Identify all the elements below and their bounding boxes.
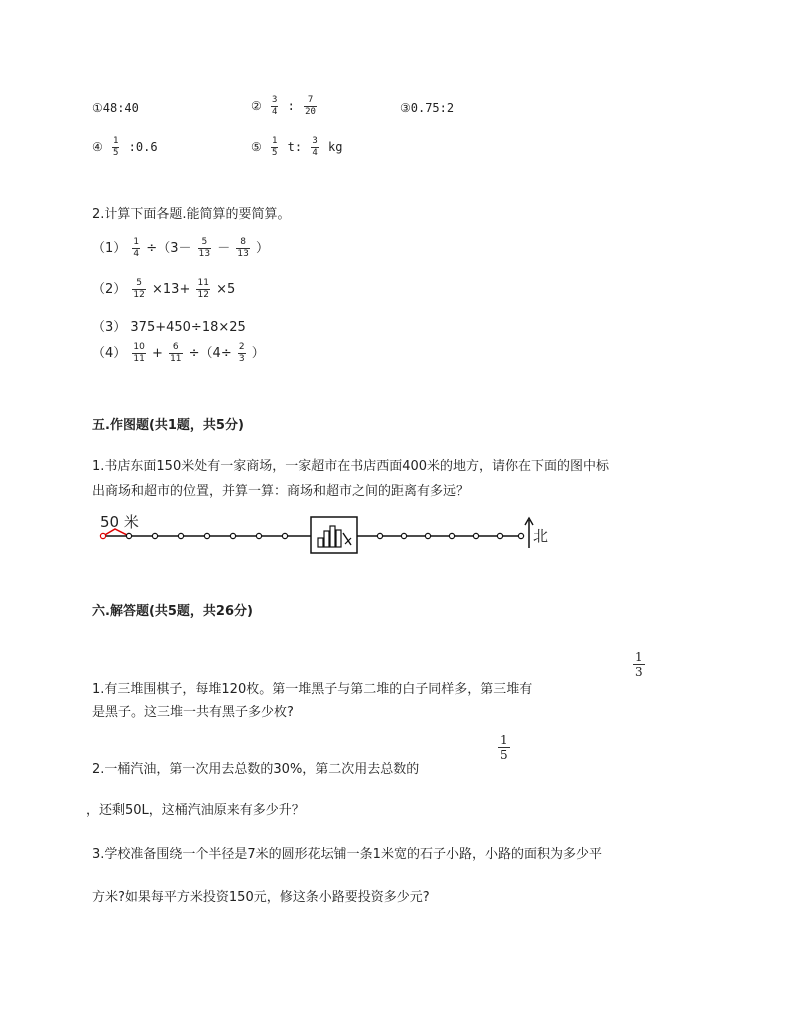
s6-q2-line2: ，还剩50L，这桶汽油原来有多少升？: [86, 803, 305, 818]
point: [178, 533, 183, 538]
ratio-4: ④ $\frac{1}{5}$ :0.6: [92, 136, 158, 158]
bookstore-icon: [311, 517, 357, 553]
point-0: [100, 533, 105, 538]
fraction: $\frac{3}{4}$: [272, 95, 278, 117]
fraction: $\frac{1}{5}$: [272, 136, 278, 158]
point: [497, 533, 502, 538]
point: [152, 533, 157, 538]
fraction-one-fifth: $\frac{1}{5}$: [500, 733, 508, 762]
ratio-1: ①48:40: [92, 101, 139, 115]
section-5-heading: 五.作图题(共1题，共5分): [92, 418, 244, 433]
point: [377, 533, 382, 538]
point: [473, 533, 478, 538]
point: [230, 533, 235, 538]
point: [126, 533, 131, 538]
s6-q3-line2: 方米?如果每平方米投资150元，修这条小路要投资多少元?: [92, 890, 430, 905]
calc-item-1: （1） $\frac{1}{4}$ ÷（3－ $\frac{5}{13}$ － $\frac{8}{13}$ ）: [92, 237, 269, 259]
fraction-one-third: $\frac{1}{3}$: [635, 650, 643, 679]
point: [256, 533, 261, 538]
point: [401, 533, 406, 538]
calc-item-2: （2） $\frac{5}{12}$ ×13+ $\frac{11}{12}$ ×5: [92, 278, 236, 300]
s6-q1-line2: 是黑子。这三堆一共有黑子多少枚?: [92, 705, 294, 720]
ratio-5: ⑤ $\frac{1}{5}$ t: $\frac{3}{4}$ kg: [251, 136, 343, 158]
calc-item-3: （3） 375+450÷18×25: [92, 320, 246, 335]
number-line-diagram: [95, 512, 535, 554]
calc-item-4: （4） $\frac{10}{11}$ + $\frac{6}{11}$ ÷（4÷ $\frac{2}{3}$ ）: [92, 342, 265, 364]
point: [449, 533, 454, 538]
s6-q1-line1: 1.有三堆围棋子，每堆120枚。第一堆黑子与第二堆的白子同样多，第三堆有: [92, 682, 533, 697]
point: [204, 533, 209, 538]
section-6-heading: 六.解答题(共5题，共26分): [92, 604, 253, 619]
s5-q1-line2: 出商场和超市的位置，并算一算：商场和超市之间的距离有多远？: [92, 484, 470, 499]
s6-q2-line1: 2.一桶汽油，第一次用去总数的30%，第二次用去总数的: [92, 762, 420, 777]
fraction: $\frac{1}{5}$: [113, 136, 119, 158]
scale-mark: [103, 529, 129, 536]
ratio-2: ② $\frac{3}{4}$ : $\frac{7}{20}$: [251, 95, 316, 117]
north-arrow-icon: [525, 518, 533, 548]
point: [425, 533, 430, 538]
s6-q3-line1: 3.学校准备围绕一个半径是7米的圆形花坛铺一条1米宽的石子小路，小路的面积为多少平: [92, 847, 602, 862]
north-label: 北: [533, 527, 549, 545]
fraction: $\frac{3}{4}$: [312, 136, 318, 158]
q2-title: 2.计算下面各题.能简算的要简算。: [92, 207, 291, 222]
point: [282, 533, 287, 538]
scale-label: 50 米: [100, 513, 139, 531]
s5-q1-line1: 1.书店东面150米处有一家商场，一家超市在书店西面400米的地方，请你在下面的图中标: [92, 459, 610, 474]
fraction: $\frac{7}{20}$: [305, 95, 316, 117]
point: [518, 533, 523, 538]
ratio-3: ③0.75:2: [400, 101, 455, 115]
